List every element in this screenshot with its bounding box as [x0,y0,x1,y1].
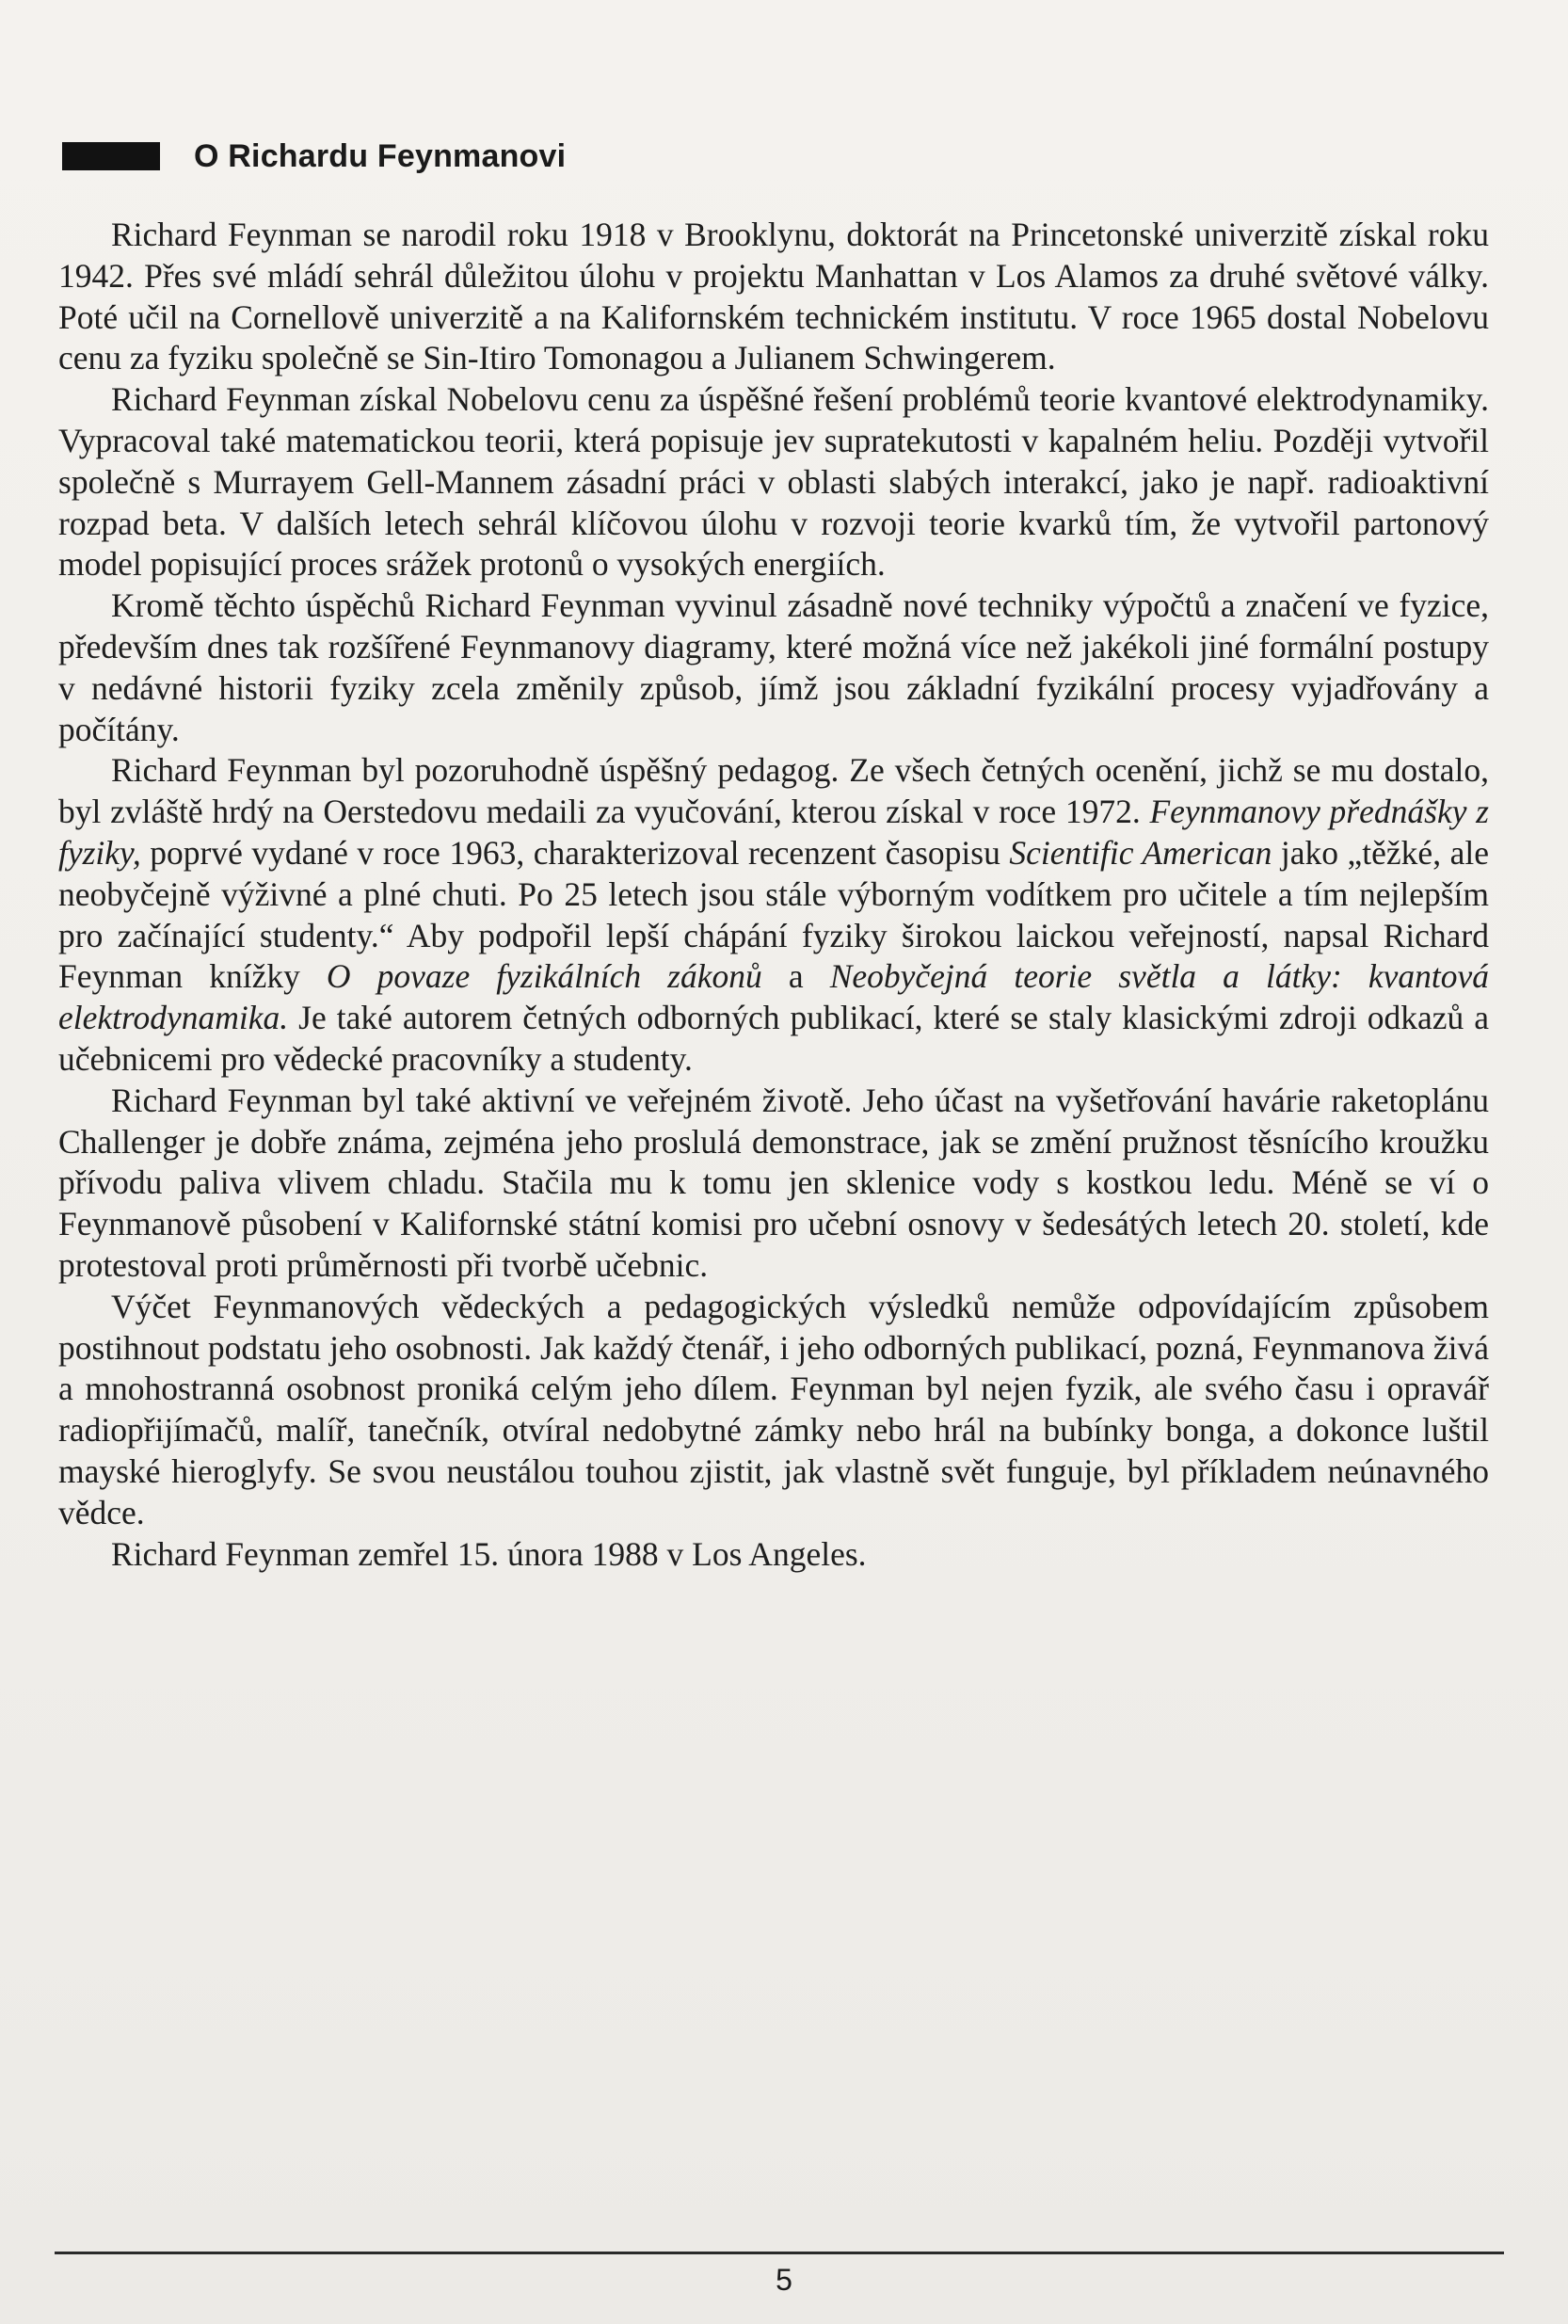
paragraph [58,585,1489,750]
magazine-title-italic: Scientific American [1009,833,1272,872]
paragraph [58,1081,1489,1287]
paragraph [58,1534,1489,1576]
body-text [58,215,1489,1575]
text-run: jako „těžké, ale neobyčejně výživné a plné chuti. Po 25 letech jsou stále výborným vodítkem pro učitele a tím nejlepším pro začínající studenty.“ Aby podpořil lepší chápání fyziky širokou laickou veřejností, napsal Richard Feynman knížky [58,833,1489,996]
paragraph [58,750,1489,1080]
section-title: O Richardu Feynmanovi [194,137,567,174]
book-title-italic: Feynmanovy přednášky z fyziky, [58,793,1489,872]
text-run: poprvé vydané v roce 1963, charakterizoval recenzent časopisu [140,833,1010,872]
book-title-italic: O povaze fyzikálních zákonů [326,957,762,996]
text-run: a [761,957,830,996]
footer-rule [55,2252,1504,2254]
text-run: Richard Feynman byl také aktivní ve veřejném životě. Jeho účast na vyšetřování havárie raketoplánu Challenger je dobře známa, zejména jeho proslulá demonstrace, jak se změní pružnost těsnícího kroužku přívodu paliva vlivem chladu. Stačila mu k tomu jen sklenice vody s kostkou ledu. Méně se ví o Feynmanově působení v Kalifornské státní komisi pro učební osnovy v šedesátých letech 20. století, kde protestoval proti průměrnosti při tvorbě učebnic. [58,1081,1489,1284]
paragraph [58,1287,1489,1534]
text-run: Kromě těchto úspěchů Richard Feynman vyvinul zásadně nové techniky výpočtů a značení ve fyzice, především dnes tak rozšířené Feynmanovy diagramy, které možná více než jakékoli jiné formální postupy v nedávné historii fyziky zcela změnily způsob, jímž jsou základní fyzikální procesy vyjadřovány a počítány. [58,586,1489,748]
page-number: 5 [776,2263,792,2297]
text-run: Richard Feynman byl pozoruhodně úspěšný pedagog. Ze všech četných ocenění, jichž se mu dostalo, byl zvláště hrdý na Oerstedovu medaili za vyučování, kterou získal v roce 1972. [58,751,1489,831]
paragraph [58,379,1489,585]
text-run: Richard Feynman zemřel 15. února 1988 v Los Angeles. [111,1534,867,1573]
text-run: Richard Feynman se narodil roku 1918 v Brooklynu, doktorát na Princetonské univerzitě získal roku 1942. Přes své mládí sehrál důležitou úlohu v projektu Manhattan v Los Alamos za druhé světové války. Poté učil na Cornellově univerzitě a na Kalifornském technickém institutu. V roce 1965 dostal Nobelovu cenu za fyziku společně se Sin-Itiro Tomonagou a Julianem Schwingerem. [58,216,1489,377]
book-title-italic: Neobyčejná teorie světla a látky: kvantová elektrodynamika. [58,957,1490,1037]
text-run: Výčet Feynmanových vědeckých a pedagogických výsledků nemůže odpovídajícím způsobem postihnout podstatu jeho osobnosti. Jak každý čtenář, i jeho odborných publikací, pozná, Feynmanova živá a mnohostranná osobnost proniká celým jeho dílem. Feynman byl nejen fyzik, ale svého času i opravář radiopřijímačů, malíř, tanečník, otvíral nedobytné zámky nebo hrál na bubínky bonga, a dokonce luštil mayské hieroglyfy. Se svou neustálou touhou zjistit, jak vlastně svět funguje, byl příkladem neúnavného vědce. [58,1287,1489,1531]
paragraph [58,215,1489,379]
text-run: Richard Feynman získal Nobelovu cenu za úspěšné řešení problémů teorie kvantové elektrodynamiky. Vypracoval také matematickou teorii, která popisuje jev supratekutosti v kapalném heliu. Později vytvořil společně s Murrayem Gell-Mannem zásadní práci v oblasti slabých interakcí, jako je např. radioaktivní rozpad beta. V dalších letech sehrál klíčovou úlohu v rozvoji teorie kvarků tím, že vytvořil partonový model popisující proces srážek protonů o vysokých energiích. [58,380,1489,584]
section-heading [62,137,566,175]
heading-marker-bar [62,142,160,170]
text-run: Je také autorem četných odborných publikací, které se staly klasickými zdroji odkazů a učebnicemi pro vědecké pracovníky a studenty. [58,999,1489,1078]
